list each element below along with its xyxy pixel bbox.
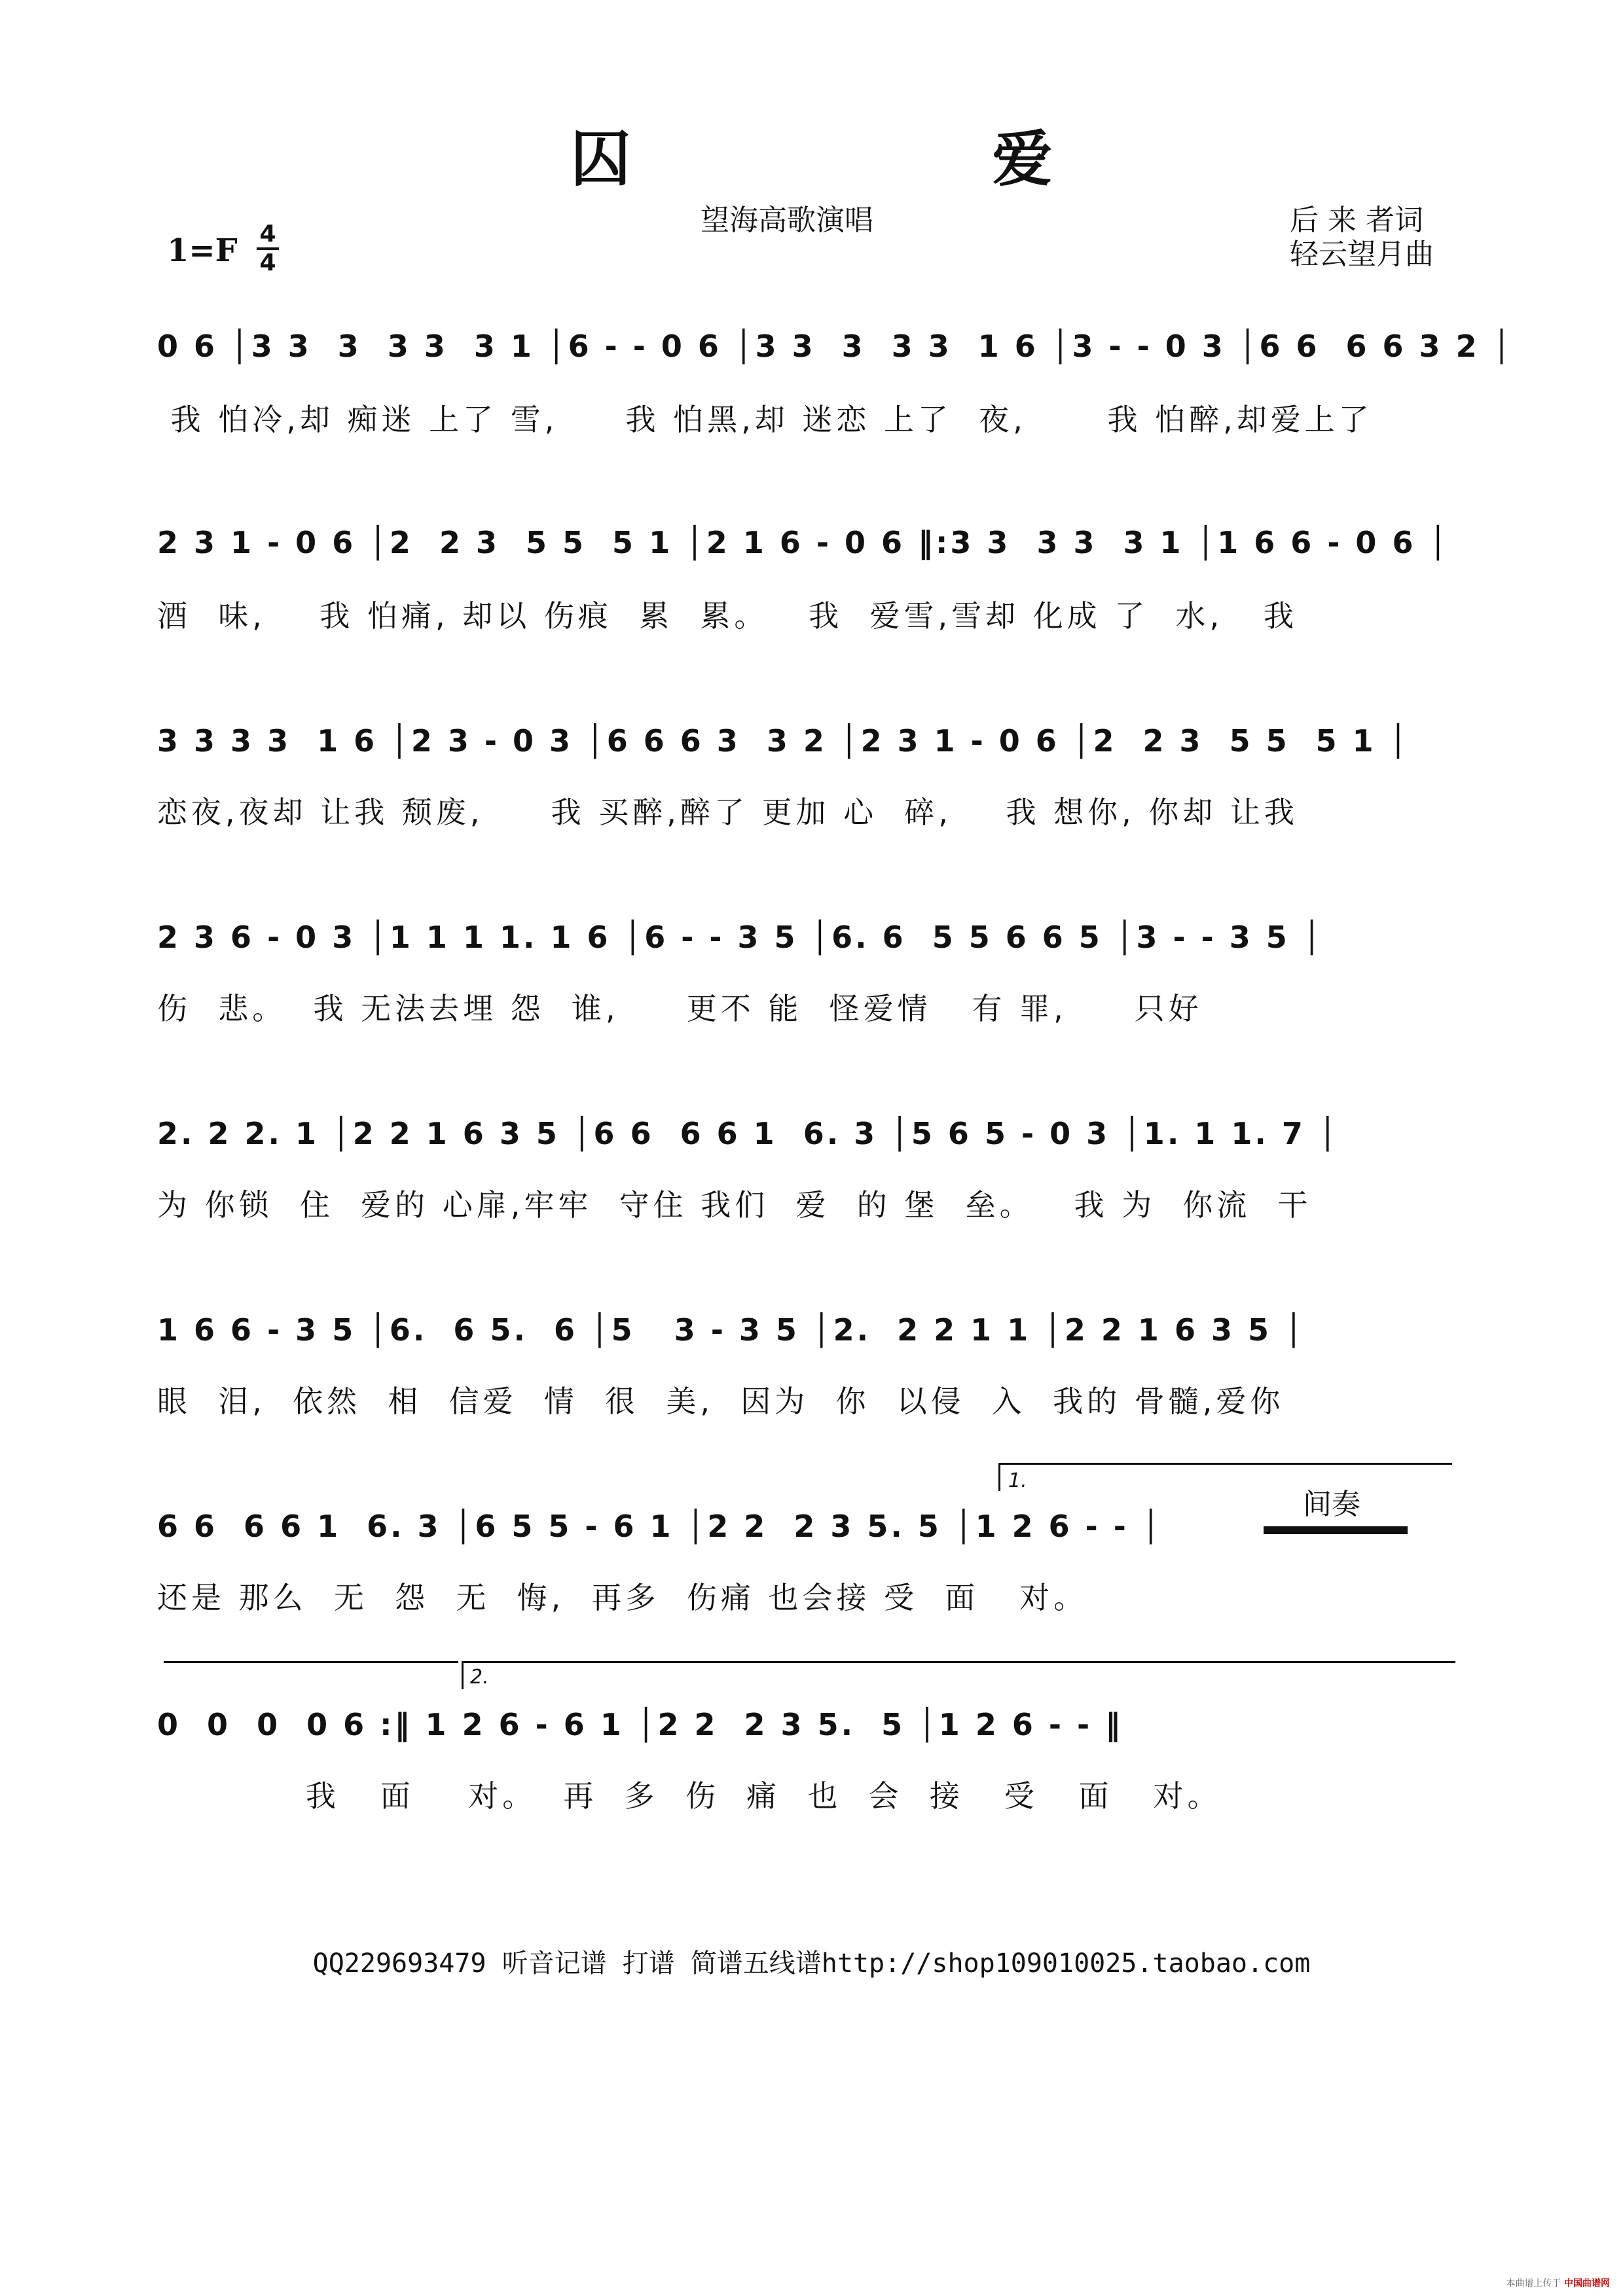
lyrics-row-2: 酒 味, 我 怕痛, 却以 伤痕 累 累。 我 爱雪,雪却 化成 了 水, 我 [157, 598, 1298, 634]
lyrics-row-3: 恋夜,夜却 让我 颓废, 我 买醉,醉了 更加 心 碎, 我 想你, 你却 让我 [157, 795, 1298, 830]
interlude-label: 间奏 [1303, 1488, 1360, 1521]
key-signature: 1=F [167, 232, 238, 269]
lyrics-row-6: 眼 泪, 依然 相 信爱 情 很 美, 因为 你 以侵 入 我的 骨髓,爱你 [157, 1384, 1285, 1419]
watermark-logo: 中国曲谱网 [1564, 2278, 1610, 2289]
lyricist-credit: 后 来 者词 [1290, 204, 1423, 237]
lyrics-row-7: 还是 那么 无 怨 无 悔, 再多 伤痛 也会接 受 面 对。 [157, 1580, 1088, 1615]
notes-row-6: 1 6 6 - 3 5 │6. 6 5. 6 │5 3 - 3 5 │2. 2 2 1 1 │2 2 1 6 3 5 │ [157, 1312, 1305, 1348]
notes-row-8: 0 0 0 0 6 :‖ 1 2 6 - 6 1 │2 2 2 3 5. 5 │1 2 6 - - ‖ [157, 1707, 1123, 1742]
watermark [1506, 2276, 1610, 2289]
watermark-text: 本曲谱上传于 [1506, 2278, 1561, 2289]
time-signature [257, 223, 279, 275]
lyrics-row-8: 我 面 对。 再 多 伤 痛 也 会 接 受 面 对。 [157, 1778, 1222, 1814]
repeat-bracket-line [164, 1661, 458, 1663]
footer-contact: QQ229693479 听音记谱 打谱 简谱五线谱http://shop109010025.taobao.com [312, 1948, 1311, 1979]
page-title: 囚 爱 [570, 124, 1223, 194]
second-ending-bracket [462, 1661, 1455, 1689]
lyrics-row-1: 我 怕冷,却 痴迷 上了 雪, 我 怕黑,却 迷恋 上了 夜, 我 怕醉,却爱上了 [157, 402, 1373, 437]
notes-row-2: 2 3 1 - 0 6 │2 2 3 5 5 5 1 │2 1 6 - 0 6 ‖:3 3 3 3 3 1 │1 6 6 - 0 6 │ [157, 525, 1450, 560]
meter-bottom: 4 [259, 249, 276, 276]
first-ending-bracket [998, 1463, 1452, 1491]
notes-row-7: 6 6 6 6 1 6. 3 │6 5 5 - 6 1 │2 2 2 3 5. 5 │1 2 6 - - │ [157, 1509, 1163, 1544]
composer-credit: 轻云望月曲 [1290, 238, 1434, 271]
notes-row-4: 2 3 6 - 0 3 │1 1 1 1. 1 6 │6 - - 3 5 │6. 6 5 5 6 6 5 │3 - - 3 5 │ [157, 920, 1324, 955]
second-ending-label: 2. [470, 1666, 489, 1689]
notes-row-5: 2. 2 2. 1 │2 2 1 6 3 5 │6 6 6 6 1 6. 3 │5 6 5 - 0 3 │1. 1 1. 7 │ [157, 1116, 1340, 1151]
notes-row-1: 0 6 │3 3 3 3 3 3 1 │6 - - 0 6 │3 3 3 3 3 1 6 │3 - - 0 3 │6 6 6 6 3 2 │ [157, 329, 1514, 364]
singer-credit: 望海高歌演唱 [701, 204, 873, 237]
notes-row-3: 3 3 3 3 1 6 │2 3 - 0 3 │6 6 6 3 3 2 │2 3 1 - 0 6 │2 2 3 5 5 5 1 │ [157, 723, 1410, 759]
meter-top: 4 [259, 221, 276, 247]
lyrics-row-5: 为 你锁 住 爱的 心扉,牢牢 守住 我们 爱 的 堡 垒。 我 为 你流 干 [157, 1187, 1312, 1223]
first-ending-label: 1. [1008, 1469, 1027, 1492]
lyrics-row-4: 伤 悲。 我 无法去埋 怨 谁, 更不 能 怪爱情 有 罪, 只好 [157, 991, 1203, 1026]
